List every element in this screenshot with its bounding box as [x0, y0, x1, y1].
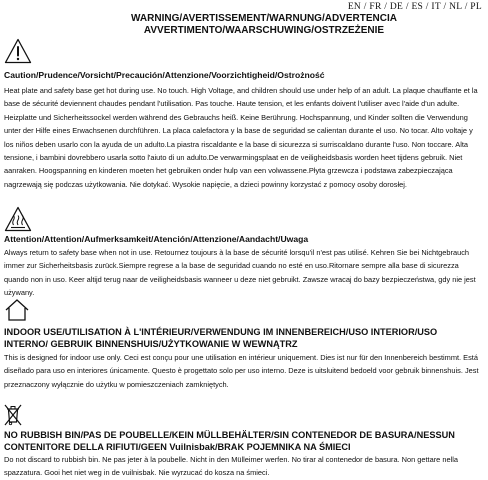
rubbish-heading-line1: NO RUBBISH BIN/PAS DE POUBELLE/KEIN MÜLLBEHÄLTER/SIN CONTENEDOR DE BASURA/NESSUN [4, 430, 455, 440]
indoor-heading-line1: INDOOR USE/UTILISATION À L'INTÉRIEUR/VERWENDUNG IM INNENBEREICH/USO INTERIOR/USO [4, 327, 438, 337]
rubbish-heading [4, 429, 484, 453]
warning-triangle-icon [4, 38, 32, 64]
language-codes: EN / FR / DE / ES / IT / NL / PL [347, 2, 482, 12]
house-icon [4, 298, 30, 322]
indoor-heading-line2: INTERNO/ GEBRUIK BINNENSHUIS/UŻYTKOWANIE W WEWNĄTRZ [4, 339, 298, 349]
hot-surface-icon [4, 206, 32, 232]
attention-heading: Attention/Attention/Aufmerksamkeit/Atención/Attenzione/Aandacht/Uwaga [4, 234, 309, 244]
warning-title-line2: AVVERTIMENTO/WAARSCHUWING/OSTRZEŻENIE [143, 25, 385, 36]
indoor-heading [4, 326, 484, 350]
caution-text: Heat plate and safety base get hot during use. No touch. High Voltage, and children should use under help of an adult. La plaque chauffante et la base de sécurité deviennent chaudes pendant l'utilisation. Pas touche. Haute tension, et les enfants doivent l'utiliser avec l'aide d'un adulte. Heizplatte und Sicherheitssockel werden während des Gebrauchs heiß. Keine Berührung. Hochspannung, und Kinder sollten die Verwendung unter der Hilfe eines Erwachsenen durchführen. La placa calefactora y la base de seguridad se calientan durante el uso. No tocar. Alto voltaje y los niños deben usarlo con la ayuda de un adulto.La piastra riscaldante e la base di sicurezza si surriscaldano durante l'uso. Non toccare. Alta tensione, i bambini dovrebbero usarla sotto l'aiuto di un adulto.De verwarmingsplaat en de veiligheidsbasis worden heet tijdens gebruik. Niet aanraken. Hoogspanning en kinderen moeten het gebruiken onder hulp van een volwassene.Płyta grzewcza i podstawa zabezpieczająca nagrzewają się podczas użytkowania. Nie dotykać. Wysokie napięcie, a dzieci powinny korzystać z pomocy osoby dorosłej. [4, 86, 478, 189]
caution-heading: Caution/Prudence/Vorsicht/Precaución/Attenzione/Voorzichtigheid/Ostrożność [4, 70, 325, 80]
warning-title [60, 13, 468, 37]
crossed-out-bin-icon [4, 404, 22, 426]
rubbish-text: Do not discard to rubbish bin. Ne pas jeter à la poubelle. Nicht in den Mülleimer werfen. No tirar al contenedor de basura. Non gettare nella spazzatura. Gooi het niet weg in de vuilnisbak. Nie wyrzucać do kosza na śmieci. [4, 455, 458, 478]
indoor-text: This is designed for indoor use only. Ceci est conçu pour une utilisation en intérieur uniquement. Dies ist nur für den Innenbereich bestimmt. Está diseñado para uso en interiores únicamente. Questo è progettato solo per uso interno. Deze is uitsluitend bedoeld voor gebruik binnenshuis. Jest przeznaczony wyłącznie do użytku w pomieszczeniach zamkniętych. [4, 353, 479, 389]
rubbish-heading-line2: CONTENITORE DELLA RIFIUTI/GEEN Vuilnisbak/BRAK POJEMNIKA NA ŚMIECI [4, 442, 351, 452]
attention-text: Always return to safety base when not in use. Retournez toujours à la base de sécurité lorsqu'il n'est pas utilisé. Kehren Sie bei Nichtgebrauch immer zur Sicherheitsbasis zurück.Siempre regrese a la base de seguridad cuando no esté en uso.Ritornare sempre alla base di sicurezza quando non in uso. Keer altijd terug naar de veiligheidsbasis wanneer u deze niet gebruikt. Zawsze wracaj do bazy bezpieczeństwa, gdy nie jest używany. [4, 248, 476, 298]
warning-title-line1: WARNING/AVERTISSEMENT/WARNUNG/ADVERTENCIA [131, 13, 397, 24]
